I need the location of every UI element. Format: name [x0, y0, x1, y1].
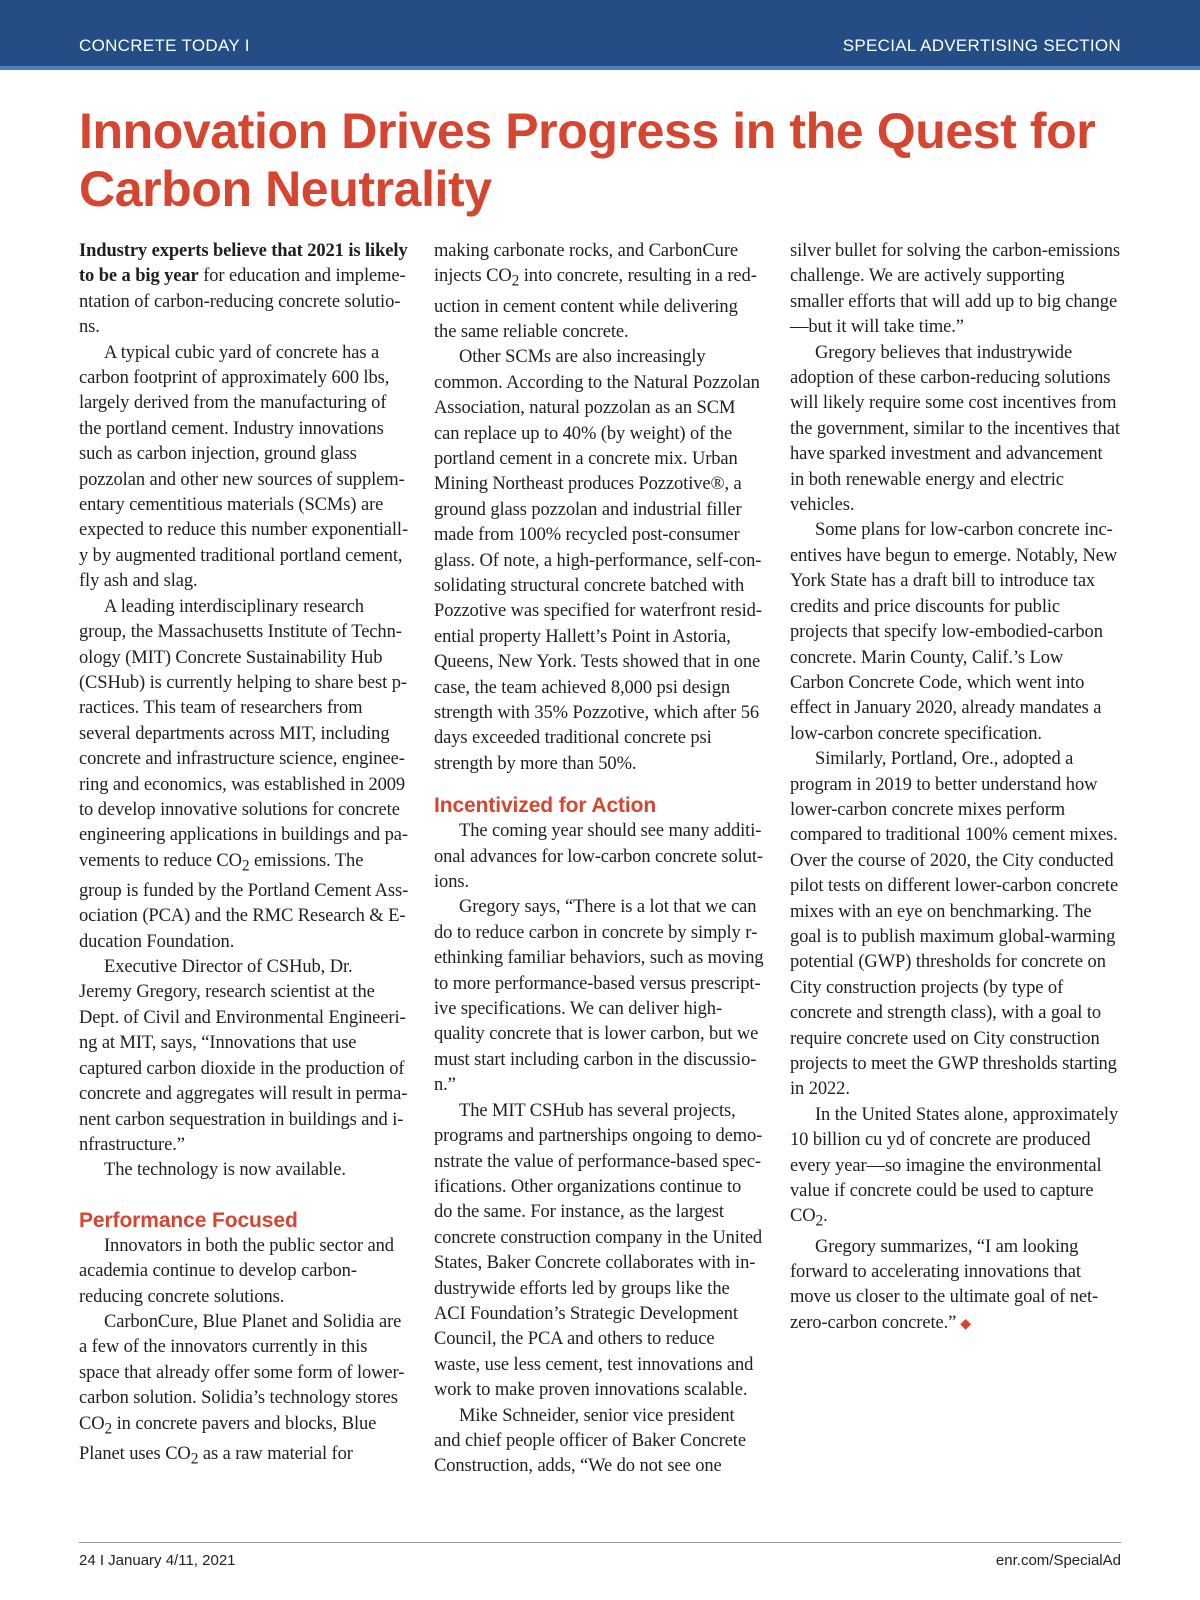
publication-name: CONCRETE TODAY I [79, 36, 250, 55]
subscript: 2 [511, 273, 520, 291]
body-paragraph: The technology is now available. [104, 1160, 346, 1181]
body-paragraph: Some plans for low-carbon concrete incentives have begun to emerge. Notably, New York State has a draft bill to introduce tax credits and price discounts for public projects that specify low-embodied-carbon concrete. Marin County, Calif.’s Low Carbon Concrete Code, which went into effect in January 2020, already mandates a low-carbon concrete specification. [790, 520, 1118, 744]
body-paragraph: Similarly, Portland, Ore., adopted a program in 2019 to better understand how lower-carbon concrete mixes perform compared to traditional 100% cement mixes. Over the course of 2020, the City conducted pilot tests on different lower-carbon concrete mixes with an eye on benchmarking. The goal is to publish maximum global-warming potential (GWP) thresholds for concrete on City construction projects (by type of concrete and strength class), with a goal to require concrete used on City construction projects to meet the GWP thresholds starting in 2022. [790, 749, 1119, 1100]
paragraph-text: in concrete pavers and blocks, Blue Planet uses CO [79, 1413, 377, 1464]
article-column-1 [79, 239, 409, 1472]
article-title: Innovation Drives Progress in the Quest for Carbon Neutrality [79, 103, 1096, 217]
body-paragraph: silver bullet for solving the carbon-emissions challenge. We are actively supporting smaller efforts that will add up to big change—but it will take time.” [790, 241, 1120, 338]
body-paragraph [79, 595, 409, 955]
subscript: 2 [815, 1213, 824, 1231]
article-column-3 [790, 239, 1120, 1337]
paragraph-text: emissions. The group is funded by the Portland Cement Association (PCA) and the RMC Research & Education Foundation. [79, 850, 409, 952]
body-paragraph: Gregory believes that industrywide adoption of these carbon-reducing solutions will likely require some cost incentives from the government, similar to the incentives that have sparked investment and advancement in both renewable energy and electric vehicles. [790, 342, 1120, 516]
body-paragraph: Mike Schneider, senior vice president and chief people officer of Baker Concrete Construction, adds, “We do not see one [434, 1405, 746, 1477]
section-heading-incentives: Incentivized for Action [434, 794, 657, 818]
footer-rule [79, 1542, 1121, 1543]
body-paragraph [790, 1103, 1120, 1235]
body-paragraph: Executive Director of CSHub, Dr. Jeremy Gregory, research scientist at the Dept. of Civil and Environmental Engineering at MIT, says, “Innovations that use captured carbon dioxide in the production of concrete and aggregates will result in permanent carbon sequestration in buildings and infrastructure.” [79, 957, 408, 1155]
paragraph-text: In the United States alone, approximately 10 billion cu yd of concrete are produced every year—so imagine the environmental value if concrete could be used to capture CO [790, 1104, 1119, 1227]
page-info: 24 I January 4/11, 2021 [79, 1552, 236, 1569]
header-rule [0, 66, 1200, 70]
body-paragraph [434, 239, 764, 345]
lead-text: for education and implementation of carbon-reducing concrete solutions. [79, 266, 406, 338]
body-paragraph: A typical cubic yard of concrete has a carbon footprint of approximately 600 lbs, largely derived from the manufacturing of the portland cement. Industry innovations such as carbon injection, ground glass pozzolan and other new sources of supplementary cementitious materials (SCMs) are expected to reduce this number exponentially by augmented traditional portland cement, fly ash and slag. [79, 342, 409, 592]
body-paragraph [790, 1235, 1120, 1338]
body-paragraph: Innovators in both the public sector and academia continue to develop carbon-reducing concrete solutions. [79, 1235, 394, 1307]
body-paragraph [79, 1310, 409, 1472]
subscript: 2 [104, 1420, 113, 1438]
lead-bold: Industry experts believe that 2021 is likely to be a big year [79, 241, 408, 287]
paragraph-text: . [823, 1206, 828, 1227]
article-column-2 [434, 239, 764, 1480]
body-paragraph: Other SCMs are also increasingly common. According to the Natural Pozzolan Association, natural pozzolan as an SCM can replace up to 40% (by weight) of the portland cement in a concrete mix. Urban Mining Northeast produces Pozzotive®, a ground glass pozzolan and industrial filler made from 100% recycled post-consumer glass. Of note, a high-performance, self-consolidating structural concrete batched with Pozzotive was specified for waterfront residential property Hallett’s Point in Astoria, Queens, New York. Tests showed that in one case, the team achieved 8,000 psi design strength with 35% Pozzotive, which after 56 days exceeded traditional concrete psi strength by more than 50%. [434, 347, 762, 774]
section-heading-performance: Performance Focused [79, 1208, 298, 1232]
body-paragraph: The coming year should see many additional advances for low-carbon concrete solutions. [434, 821, 764, 893]
subscript: 2 [241, 857, 250, 875]
body-paragraph: Gregory says, “There is a lot that we can do to reduce carbon in concrete by simply rethinking familiar behaviors, such as moving to more performance-based versus prescriptive specifications. We can deliver high-quality concrete that is lower carbon, but we must start including carbon in the discussion.” [434, 897, 764, 1096]
paragraph-text: Gregory summarizes, “I am looking forward to accelerating innovations that move us closer to the ultimate goal of net-zero-carbon concrete.” [790, 1236, 1099, 1333]
paragraph-text: CarbonCure, Blue Planet and Solidia are a few of the innovators currently in this space that already offer some form of lower-carbon solution. Solidia’s technology stores CO [79, 1311, 405, 1434]
body-paragraph: The MIT CSHub has several projects, programs and partnerships ongoing to demonstrate the value of performance-based specifications. Other organizations continue to do the same. For instance, as the largest concrete construction company in the United States, Baker Concrete collaborates with industrywide efforts led by groups like the ACI Foundation’s Strategic Development Council, the PCA and others to reduce waste, use less cement, test innovations and work to make proven innovations scalable. [434, 1100, 763, 1401]
subscript: 2 [190, 1450, 199, 1468]
header-bar [0, 0, 1200, 66]
section-label: SPECIAL ADVERTISING SECTION [842, 36, 1121, 55]
lead-paragraph [79, 239, 409, 341]
end-mark-icon: ◆ [960, 1316, 971, 1332]
paragraph-text: as a raw material for [202, 1443, 353, 1464]
paragraph-text: making carbonate rocks, and CarbonCure injects CO [434, 241, 738, 287]
footer-url: enr.com/SpecialAd [995, 1552, 1121, 1569]
paragraph-text: into concrete, resulting in a reduction in cement content while delivering the same reliable concrete. [434, 266, 757, 342]
paragraph-text: A leading interdisciplinary research group, the Massachusetts Institute of Technology (MIT) Concrete Sustainability Hub (CSHub) is currently helping to share best practices. This team of researchers from several departments across MIT, including concrete and infrastructure science, engineering and economics, was established in 2009 to develop innovative solutions for concrete engineering applications in buildings and pavements to reduce CO [79, 596, 409, 871]
